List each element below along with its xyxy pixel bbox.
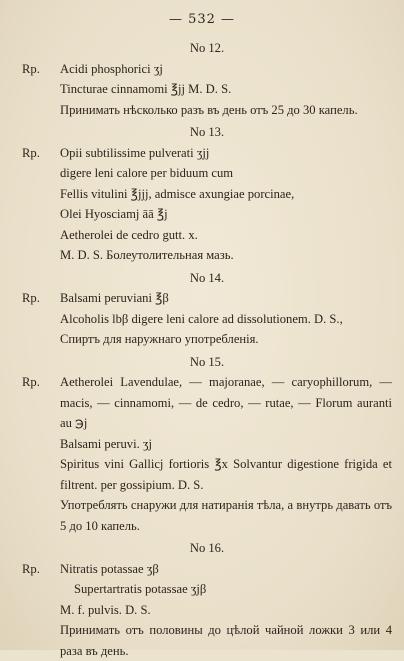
recipe-number: No 12. xyxy=(189,41,225,55)
recipe-line: Opii subtilissime pulverati ʒjj xyxy=(60,145,210,160)
recipe-line: Supertartratis potassae ʒjβ xyxy=(74,582,207,596)
rx-symbol: Rp. xyxy=(22,375,40,389)
recipe-13 xyxy=(22,122,392,266)
recipe-number: No 15. xyxy=(189,354,225,369)
recipe-instruction: Принимать отъ половины до цѣлой чайной ложки 3 или 4 раза въ день. xyxy=(60,623,392,658)
recipe-line: Fellis vitulini ℥jjj, admisce axungiae porcinae, xyxy=(60,186,295,201)
recipe-instruction: Спиртъ для наружнаго употребленія. xyxy=(60,332,259,346)
recipe-line: digere leni calore per biduum cum xyxy=(60,166,234,180)
rx-symbol: Rp. xyxy=(22,561,40,576)
recipe-line: Olei Hyosciamj āā ℥j xyxy=(60,207,168,221)
recipe-line: Balsami peruviani ℥β xyxy=(60,291,169,305)
recipe-12 xyxy=(22,38,392,120)
recipe-instruction: Принимать нѣсколько разъ въ день отъ 25 до 30 капель. xyxy=(60,102,358,117)
recipe-line: Aetherolei de cedro gutt. x. xyxy=(60,227,198,242)
recipe-line: Aetherolei Lavendulae, — majoranae, — caryophillorum, — macis, — cinnamomi, — de cedro, — rutae, — Florum auranti au ℈j xyxy=(60,375,392,430)
recipe-15 xyxy=(22,352,392,537)
recipe-number: No 16. xyxy=(189,541,225,555)
recipe-line: Nitratis potassae ʒβ xyxy=(60,561,159,576)
rx-symbol: Rp. xyxy=(22,291,40,305)
recipe-line: Tincturae cinnamomi ℥jj M. D. S. xyxy=(60,82,232,96)
recipe-instruction: M. D. S. Болеутолительная мазь. xyxy=(60,248,234,262)
recipe-number: No 14. xyxy=(189,270,225,285)
recipe-line: Spiritus vini Gallicj fortioris ℥x Solvantur digestione frigida et filtrent. per gossipium. D. S. xyxy=(60,457,392,492)
recipe-16 xyxy=(22,538,392,661)
recipe-line: Acidi phosphorici ʒj xyxy=(60,61,163,76)
recipe-instruction: Употреблять снаружи для натиранія тѣла, а внутрь давать отъ 5 до 10 капель. xyxy=(60,498,392,533)
recipe-line: Alcoholis lbβ digere leni calore ad dissolutionem. D. S., xyxy=(60,311,343,326)
rx-symbol: Rp. xyxy=(22,145,40,160)
recipe-line: M. f. pulvis. D. S. xyxy=(60,602,151,617)
recipe-number: No 13. xyxy=(189,125,225,139)
recipe-line: Balsami peruvi. ʒj xyxy=(60,436,152,451)
page-number: — 532 — xyxy=(168,12,236,27)
page-body xyxy=(22,36,392,661)
recipe-14 xyxy=(22,268,392,350)
rx-symbol: Rp. xyxy=(22,61,40,76)
